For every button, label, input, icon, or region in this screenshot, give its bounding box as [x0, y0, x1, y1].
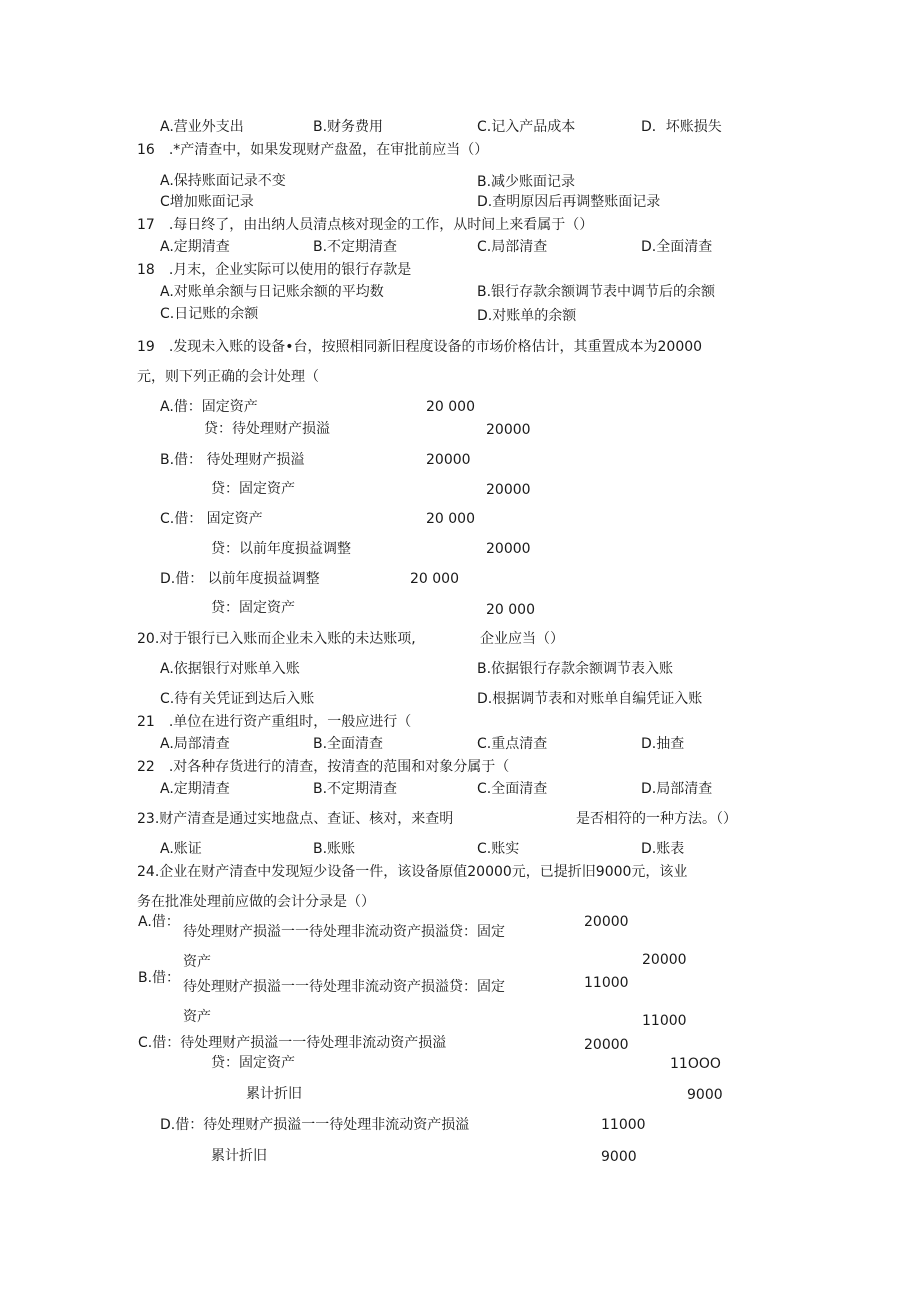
q19-a-debit-amount: 20 000	[426, 399, 475, 415]
q19-a-credit-amount: 20000	[486, 422, 531, 438]
q24-c-credit-amount: 11OOO	[670, 1056, 721, 1072]
q22-option-a: A.定期清查	[160, 781, 230, 797]
q19-a-debit: A.借：固定资产	[160, 399, 258, 415]
q22-option-d: D.局部清查	[641, 781, 713, 797]
q16-option-b: B.减少账面记录	[477, 174, 576, 190]
q24-a-label: A.借：	[138, 914, 180, 930]
q16-option-a: A.保持账面记录不变	[160, 173, 286, 189]
q15-option-d: D．坏账损失	[641, 119, 722, 135]
q17-option-b: B.不定期清查	[313, 239, 398, 255]
q24-b-amount2: 11000	[642, 1013, 687, 1029]
q19-a-credit: 贷：待处理财产损溢	[204, 421, 330, 437]
q20-option-d: D.根据调节表和对账单自编凭证入账	[477, 691, 703, 707]
q19-c-debit: C.借： 固定资产	[160, 511, 263, 527]
q23-stem-part2: 是否相符的一种方法。（）	[576, 811, 737, 827]
q24-d-credit: 累计折旧	[211, 1148, 267, 1164]
q19-b-debit: B.借： 待处理财产损溢	[160, 452, 305, 468]
q20-option-a: A.依据银行对账单入账	[160, 661, 300, 677]
q22-option-c: C.全面清查	[477, 781, 548, 797]
q18-stem: 18 .月末，企业实际可以使用的银行存款是	[137, 262, 412, 278]
q23-option-d: D.账表	[641, 841, 685, 857]
q19-d-credit-amount: 20 000	[486, 602, 535, 618]
q19-stem-line1: 19 .发现未入账的设备•台，按照相同新旧程度设备的市场价格估计，其重置成本为20000	[137, 339, 703, 355]
q24-a-amount2: 20000	[642, 952, 687, 968]
q21-option-c: C.重点清查	[477, 736, 548, 752]
q24-d-debit-amount: 11000	[601, 1117, 646, 1133]
q18-option-d: D.对账单的余额	[477, 308, 577, 324]
q15-option-a: A.营业外支出	[160, 119, 244, 135]
q24-c-credit2-amount: 9000	[687, 1087, 723, 1103]
q20-stem-part2: 企业应当（）	[480, 631, 564, 647]
q24-c-credit2: 累计折旧	[246, 1086, 302, 1102]
q19-d-credit: 贷：固定资产	[211, 600, 295, 616]
q21-option-b: B.全面清查	[313, 736, 384, 752]
q20-option-b: B.依据银行存款余额调节表入账	[477, 661, 674, 677]
q24-c-debit: C.借：待处理财产损溢一一待处理非流动资产损溢	[138, 1035, 447, 1051]
q19-c-credit: 贷：以前年度损益调整	[211, 541, 351, 557]
q19-d-debit-amount: 20 000	[410, 571, 459, 587]
q19-b-credit: 贷：固定资产	[211, 481, 295, 497]
q24-a-text-line1: 待处理财产损溢一一待处理非流动资产损溢贷：固定	[183, 924, 505, 940]
q20-option-c: C.待有关凭证到达后入账	[160, 691, 315, 707]
q19-b-debit-amount: 20000	[426, 452, 471, 468]
q20-stem-part1: 20.对于银行已入账而企业未入账的未达账项,	[137, 631, 416, 647]
q15-option-b: B.财务费用	[313, 119, 384, 135]
q24-b-text-line1: 待处理财产损溢一一待处理非流动资产损溢贷：固定	[183, 979, 505, 995]
q17-option-c: C.局部清查	[477, 239, 548, 255]
q18-option-c: C.日记账的余额	[160, 306, 259, 322]
q24-b-text-line2: 资产	[183, 1009, 211, 1025]
q24-b-label: B.借：	[138, 970, 181, 986]
q16-option-d: D.查明原因后再调整账面记录	[477, 194, 661, 210]
q24-a-text-line2: 资产	[183, 954, 211, 970]
q18-option-b: B.银行存款余额调节表中调节后的余额	[477, 284, 716, 300]
q21-stem: 21 .单位在进行资产重组时，一般应进行（	[137, 714, 412, 730]
q24-d-debit: D.借：待处理财产损溢一一待处理非流动资产损溢	[160, 1117, 470, 1133]
q18-option-a: A.对账单余额与日记账余额的平均数	[160, 284, 384, 300]
q15-option-c: C.记入产品成本	[477, 119, 576, 135]
q17-stem: 17 .每日终了，由出纳人员清点核对现金的工作，从时间上来看属于（）	[137, 217, 594, 233]
q24-c-credit: 贷：固定资产	[211, 1055, 295, 1071]
q21-option-d: D.抽查	[641, 736, 685, 752]
q23-option-c: C.账实	[477, 841, 520, 857]
q17-option-a: A.定期清查	[160, 239, 230, 255]
q24-b-amount1: 11000	[584, 975, 629, 991]
q24-stem-line2: 务在批准处理前应做的会计分录是（）	[137, 894, 375, 910]
q22-option-b: B.不定期清查	[313, 781, 398, 797]
q19-c-credit-amount: 20000	[486, 541, 531, 557]
q17-option-d: D.全面清查	[641, 239, 713, 255]
q24-c-debit-amount: 20000	[584, 1037, 629, 1053]
q16-stem: 16 .*产清查中，如果发现财产盘盈，在审批前应当（）	[137, 142, 489, 158]
q19-stem-line2: 元，则下列正确的会计处理（	[137, 369, 319, 385]
q23-option-a: A.账证	[160, 841, 202, 857]
q24-stem-line1: 24.企业在财产清查中发现短少设备一件，该设备原值20000元，已提折旧9000元，该业	[137, 864, 688, 880]
q23-option-b: B.账账	[313, 841, 356, 857]
q24-d-credit-amount: 9000	[601, 1149, 637, 1165]
q19-b-credit-amount: 20000	[486, 482, 531, 498]
q23-stem-part1: 23.财产清查是通过实地盘点、查证、核对，来查明	[137, 811, 454, 827]
q16-option-c: C增加账面记录	[160, 194, 254, 210]
q21-option-a: A.局部清查	[160, 736, 230, 752]
q19-c-debit-amount: 20 000	[426, 511, 475, 527]
q22-stem: 22 .对各种存货进行的清查，按清查的范围和对象分属于（	[137, 759, 510, 775]
q24-a-amount1: 20000	[584, 914, 629, 930]
q19-d-debit: D.借： 以前年度损益调整	[160, 571, 320, 587]
